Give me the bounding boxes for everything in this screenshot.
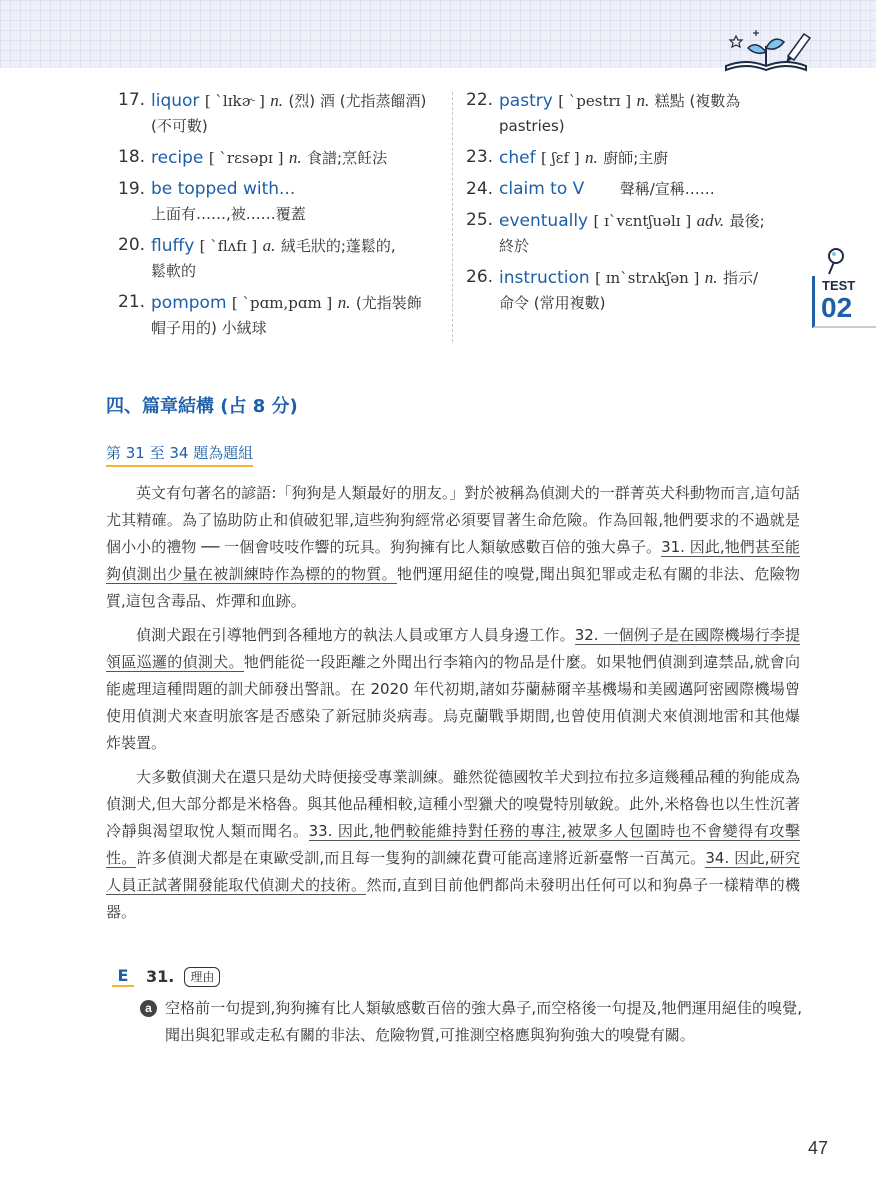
column-divider — [452, 92, 453, 342]
vocab-number: 25. — [466, 210, 494, 230]
vocab-part-of-speech: a. — [262, 236, 276, 255]
vocab-definition: 聲稱/宣稱…… — [619, 180, 715, 198]
passage-paragraph — [106, 622, 800, 757]
vocab-part-of-speech: n. — [704, 268, 718, 287]
vocab-word: be topped with... — [151, 179, 296, 199]
circled-a-icon: a — [140, 1000, 157, 1017]
passage-text: 大多數偵測犬在還只是幼犬時便接受專業訓練。雖然從德國牧羊犬到拉布拉多這幾種品種的狗能成為偵測犬,但大部分都是米格魯。與其他品種相較,這種小型獵犬的嗅覺特別敏銳。此外,米格魯也以生性沉著冷靜與渴望取悅人類而聞名。 — [106, 768, 800, 840]
vocab-word: eventually — [499, 211, 589, 231]
passage-text: 許多偵測犬都是在東歐受訓,而且每一隻狗的訓練花費可能高達將近新臺幣一百萬元。 — [136, 849, 706, 867]
vocab-item — [118, 290, 454, 341]
vocab-number: 21. — [118, 292, 146, 312]
vocab-definition-cont: 命令 (常用複數) — [499, 294, 606, 312]
vocab-item — [118, 233, 454, 284]
answer-letter: E — [112, 966, 134, 987]
vocab-word: claim to V — [499, 179, 585, 199]
vocab-pronunciation: [ ˋpestrɪ ] — [558, 92, 632, 110]
open-book-sprout-pencil-icon — [716, 26, 816, 74]
vocab-definition: 食譜;烹飪法 — [307, 149, 388, 167]
vocab-number: 19. — [118, 179, 146, 199]
explanation-item — [112, 995, 802, 1049]
vocab-definition: 上面有……,被……覆蓋 — [151, 205, 306, 223]
vocab-number: 17. — [118, 90, 146, 110]
test-section-tab — [812, 246, 876, 330]
vocab-item — [118, 145, 454, 171]
vocab-item — [466, 145, 796, 171]
passage-text: 然而,直到目前他們都尚未發明出任何可以和狗鼻子一樣精準的機器。 — [106, 876, 800, 921]
passage-paragraph — [106, 480, 800, 615]
vocab-definition: 廚師;主廚 — [603, 149, 669, 167]
reading-passage — [106, 480, 800, 926]
vocab-definition-cont: pastries) — [499, 117, 565, 135]
vocab-definition-cont: (不可數) — [151, 117, 208, 135]
vocab-number: 23. — [466, 147, 494, 167]
vocab-item — [118, 177, 454, 227]
vocab-pronunciation: [ ɪnˋstrʌkʃən ] — [595, 269, 700, 287]
passage-text: 偵測犬跟在引導牠們到各種地方的執法人員或軍方人員身邊工作。 — [136, 626, 575, 644]
vocab-definition: 絨毛狀的;蓬鬆的, — [280, 237, 396, 255]
vocab-list-left — [118, 88, 454, 347]
vocab-word: instruction — [499, 268, 590, 288]
answer-explanation — [112, 966, 802, 1049]
vocab-word: chef — [499, 148, 536, 168]
pushpin-icon — [820, 246, 850, 278]
passage-text: 英文有句著名的諺語:「狗狗是人類最好的朋友。」對於被稱為偵測犬的一群菁英犬科動物而言,這句話尤其精確。為了協助防止和偵破犯罪,這些狗狗經常必須要冒著生命危險。作為回報,牠們要求的不過就是個小小的禮物 ── 一個會吱吱作響的玩具。狗狗擁有比人類敏感數百倍的強大鼻子。 — [106, 484, 800, 556]
vocab-part-of-speech: adv. — [696, 211, 725, 230]
vocab-list-right — [466, 88, 796, 322]
vocab-part-of-speech: n. — [270, 91, 284, 110]
vocab-number: 20. — [118, 235, 146, 255]
vocab-word: fluffy — [151, 236, 195, 256]
vocab-definition: 指示/ — [722, 269, 759, 287]
vocab-pronunciation: [ ˋlɪkɚ ] — [204, 92, 265, 110]
passage-text: 牠們能從一段距離之外聞出行李箱內的物品是什麼。如果牠們偵測到違禁品,就會向能處理這種問題的訓犬師發出警訊。在 2020 年代初期,諸如芬蘭赫爾辛基機場和美國邁阿密國際機場曾使用偵測犬來查明旅客是否感染了新冠肺炎病毒。烏克蘭戰爭期間,也曾使用偵測犬來偵測地雷和其他爆炸裝置。 — [106, 653, 800, 752]
vocab-item — [466, 177, 796, 202]
answer-question-number: 31. — [146, 967, 175, 986]
vocab-definition-cont: 終於 — [499, 237, 530, 255]
section-heading: 四、篇章結構 (占 8 分) — [106, 396, 298, 417]
vocab-part-of-speech: n. — [288, 148, 302, 167]
explanation-text: 空格前一句提到,狗狗擁有比人類敏感數百倍的強大鼻子,而空格後一句提及,牠們運用絕佳的嗅覺,聞出與犯罪或走私有關的非法、危險物質,可推測空格應與狗狗強大的嗅覺有關。 — [165, 999, 802, 1044]
vocab-part-of-speech: n. — [636, 91, 650, 110]
vocab-item — [118, 88, 454, 139]
passage-text: 牠們運用絕佳的嗅覺,聞出與犯罪或走私有關的非法、危險物質,這包含毒品、炸彈和血跡。 — [106, 565, 800, 610]
vocab-word: liquor — [151, 91, 200, 111]
vocab-definition-cont: 鬆軟的 — [151, 262, 197, 280]
vocab-pronunciation: [ ˋflʌfɪ ] — [199, 237, 258, 255]
vocab-word: pastry — [499, 91, 553, 111]
vocab-part-of-speech: n. — [585, 148, 598, 167]
vocab-definition-cont: 帽子用的) 小絨球 — [151, 319, 267, 337]
vocab-number: 18. — [118, 147, 146, 167]
vocab-definition: 糕點 (複數為 — [654, 92, 741, 110]
answer-sentence-33: 33. 因此,牠們較能維持對任務的專注,被眾多人包圍時也不會變得有攻擊性。 — [106, 822, 800, 867]
vocab-pronunciation: [ ɪˋvɛntʃuəlɪ ] — [593, 212, 692, 230]
answer-sentence-31: 31. 因此,牠們甚至能夠偵測出少量在被訓練時作為標的的物質。 — [106, 538, 800, 583]
passage-paragraph — [106, 764, 800, 926]
vocab-definition: (烈) 酒 (尤指蒸餾酒) — [288, 92, 427, 110]
page-number: 47 — [808, 1138, 829, 1158]
test-number: 02 — [821, 292, 853, 323]
test-label: TEST — [822, 278, 856, 293]
vocab-item — [466, 265, 796, 316]
vocab-item — [466, 208, 796, 259]
vocab-definition: 最後; — [729, 212, 765, 230]
vocab-item — [466, 88, 796, 139]
vocab-pronunciation: [ ˋpɑm,pɑm ] — [231, 294, 333, 312]
vocab-word: pompom — [151, 293, 227, 313]
answer-sentence-32: 32. 一個例子是在國際機場行李提領區巡邏的偵測犬。 — [106, 626, 801, 671]
vocab-number: 22. — [466, 90, 494, 110]
reason-badge: 理由 — [184, 967, 220, 987]
question-group-title: 第 31 至 34 題為題組 — [106, 442, 253, 467]
answer-sentence-34: 34. 因此,研究人員正試著開發能取代偵測犬的技術。 — [106, 849, 800, 894]
vocab-number: 26. — [466, 267, 494, 287]
vocab-definition: (尤指裝飾 — [355, 294, 422, 312]
vocab-word: recipe — [151, 148, 204, 168]
test-tab-box — [812, 276, 876, 328]
vocab-pronunciation: [ ʃɛf ] — [540, 149, 580, 167]
vocab-part-of-speech: n. — [337, 293, 351, 312]
vocab-number: 24. — [466, 179, 494, 199]
vocab-pronunciation: [ ˋrɛsəpɪ ] — [208, 149, 284, 167]
answer-header — [112, 966, 802, 987]
